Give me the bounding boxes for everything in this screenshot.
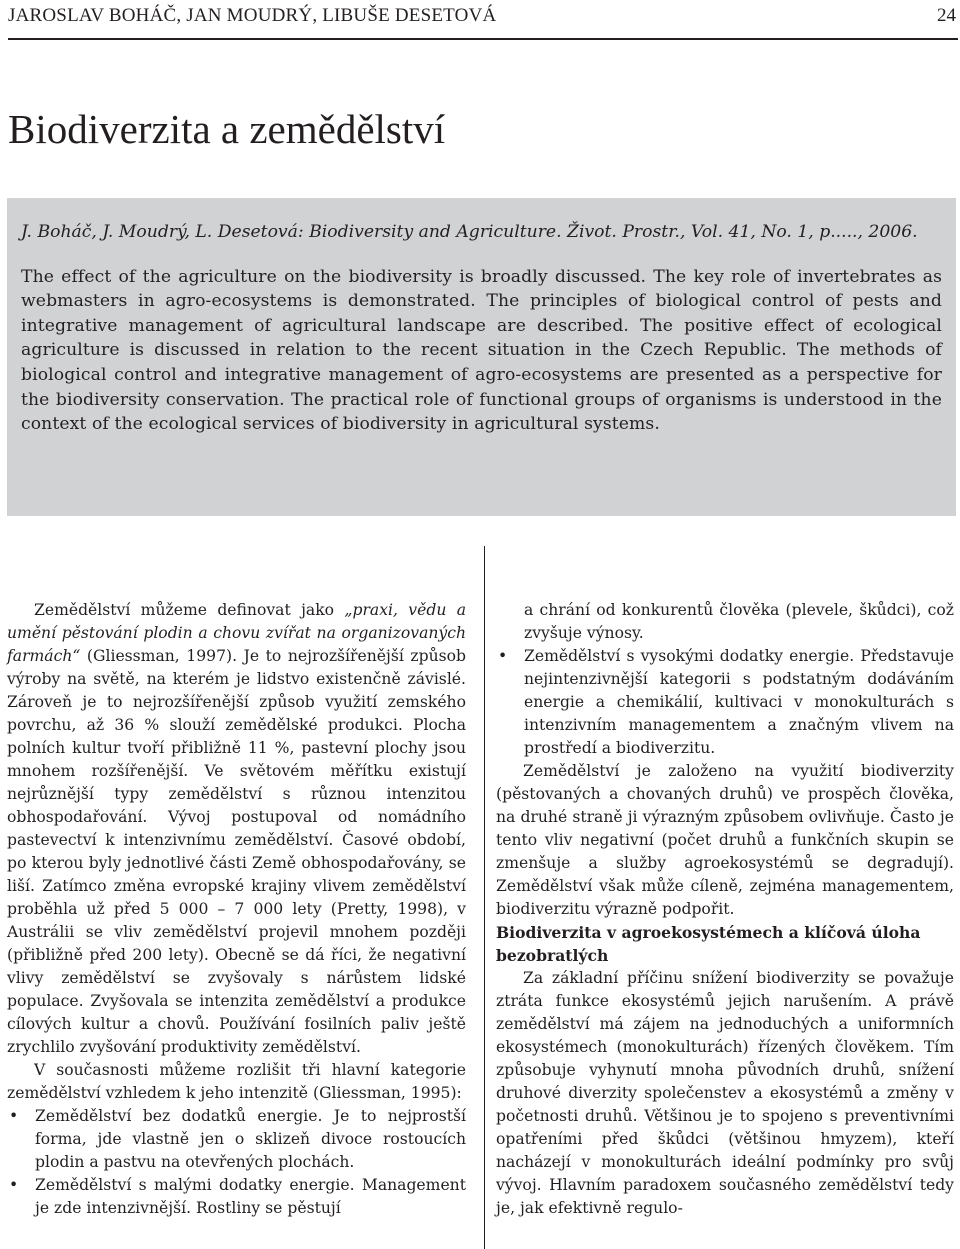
- bullet-item-3-text: Zemědělství s vysokými dodatky energie. Představuje nejintenzivnější kategorii s podstatným dodáváním energie a chemikálií, kultivaci v monokulturách s intenzivním managementem a značným vlivem na prostředí a biodiverzitu.: [524, 647, 954, 757]
- running-header: [8, 0, 958, 40]
- paragraph-1: [7, 599, 466, 1059]
- bullet-item-3: [496, 645, 954, 760]
- left-column: [7, 599, 466, 1220]
- bullet-item-2: [7, 1174, 466, 1220]
- bullet-continuation-text: a chrání od konkurentů člověka (plevele, škůdci), což zvyšuje výnosy.: [524, 601, 954, 642]
- bullet-item-2-text: Zemědělství s malými dodatky energie. Management je zde intenzivnější. Rostliny se pěstují: [35, 1176, 466, 1217]
- bullet-glyph: •: [9, 1176, 19, 1194]
- paragraph-4: Za základní příčinu snížení biodiverzity se považuje ztráta funkce ekosystémů jejich narušením. A právě zemědělství má zájem na jednoduchých a uniformních ekosystémech (monokulturách) řízených člověkem. Tím způsobuje vyhynutí mnoha původních druhů, snížení druhové diverzity společenstev a ekosystémů a změny v početnosti druhů. Většinou je to spojeno s preventivními opatřeními před škůdci (většinou hmyzem), kteří nacházejí v monokulturách ideální podmínky pro svůj vývoj. Hlavním paradoxem současného zemědělství tedy je, jak efektivně regulo-: [496, 969, 954, 1217]
- paragraph-2: V současnosti můžeme rozlišit tři hlavní kategorie zemědělství vzhledem k jeho intenzitě (Gliessman, 1995):: [7, 1061, 466, 1102]
- paragraph-1-start: Zemědělství můžeme definovat jako: [34, 601, 345, 619]
- header-authors: JAROSLAV BOHÁČ, JAN MOUDRÝ, LIBUŠE DESETOVÁ: [8, 5, 497, 26]
- column-divider: [484, 546, 485, 1249]
- definition-quote: „praxi, vědu a umění pěstování plodin a chovu zvířat na organizovaných farmách“: [7, 601, 467, 665]
- bullet-glyph: •: [498, 647, 508, 665]
- bullet-item-1: [7, 1105, 466, 1174]
- abstract-text: The effect of the agriculture on the biodiversity is broadly discussed. The key role of invertebrates as webmasters in agro-ecosystems is demonstrated. The principles of biological control of pests and integrative management of agricultural landscape are described. The positive effect of ecological agriculture is discussed in relation to the recent situation in the Czech Republic. The methods of biological control and integrative management of agro-ecosystems are presented as a perspective for the biodiversity conservation. The practical role of functional groups of organisms is understood in the context of the ecological services of biodiversity in agricultural systems.: [21, 266, 942, 435]
- bullet-glyph: •: [9, 1107, 19, 1125]
- article-title: Biodiverzita a zemědělství: [8, 106, 446, 152]
- abstract-citation: J. Boháč, J. Moudrý, L. Desetová: Biodiversity and Agriculture. Život. Prostr., Vol. 41, No. 1, p....., 2006.: [21, 222, 918, 242]
- section-heading: Biodiverzita v agroekosystémech a klíčová úloha bezobratlých: [496, 923, 921, 965]
- bullet-continuation: [496, 599, 954, 645]
- bullet-item-1-text: Zemědělství bez dodatků energie. Je to nejprostší forma, jde vlastně jen o sklizeň divoce rostoucích plodin a pastvu na otevřených plochách.: [35, 1107, 466, 1171]
- paragraph-1-rest: (Gliessman, 1997). Je to nejrozšířenější způsob výroby na světě, na kterém je lidstvo existenčně závislé. Zároveň je to nejrozšířenější způsob využití zemského povrchu, až 36 % slouží zemědělské produkci. Plocha polních kultur tvoří přibližně 11 %, pastevní plochy jsou mnohem rozšířenější. Ve světovém měřítku existují nejrůznější typy zemědělství s různou intenzitou obhospodařování. Vývoj postupoval od nomádního pastevectví k intenzivnímu zemědělství. Časové období, po kterou byly jednotlivé části Země obhospodařovány, se liší. Zatímco změna evropské krajiny vlivem zemědělství proběhla už před 5 000 – 7 000 lety (Pretty, 1998), v Austrálii se vliv zemědělství projevil mnohem později (přibližně před 200 lety). Obecně se dá říci, že negativní vlivy zemědělství se zvyšovaly s nárůstem lidské populace. Zvyšovala se intenzita zemědělství a produkce cílových kultur a chovů. Používání fosilních paliv ještě zrychlilo zvyšování produktivity zemědělství.: [7, 647, 466, 1056]
- paragraph-3: Zemědělství je založeno na využití biodiverzity (pěstovaných a chovaných druhů) ve prospěch člověka, na druhé straně ji výrazným způsobem ovlivňuje. Často je tento vliv negativní (počet druhů a funkčních skupin se zmenšuje a služby agroekosystémů se degradují). Zemědělství však může cíleně, zejména managementem, biodiverzitu výrazně podpořit.: [496, 762, 954, 918]
- page-number: 24: [937, 5, 956, 26]
- abstract-box: [7, 198, 956, 516]
- right-column: [496, 599, 954, 1220]
